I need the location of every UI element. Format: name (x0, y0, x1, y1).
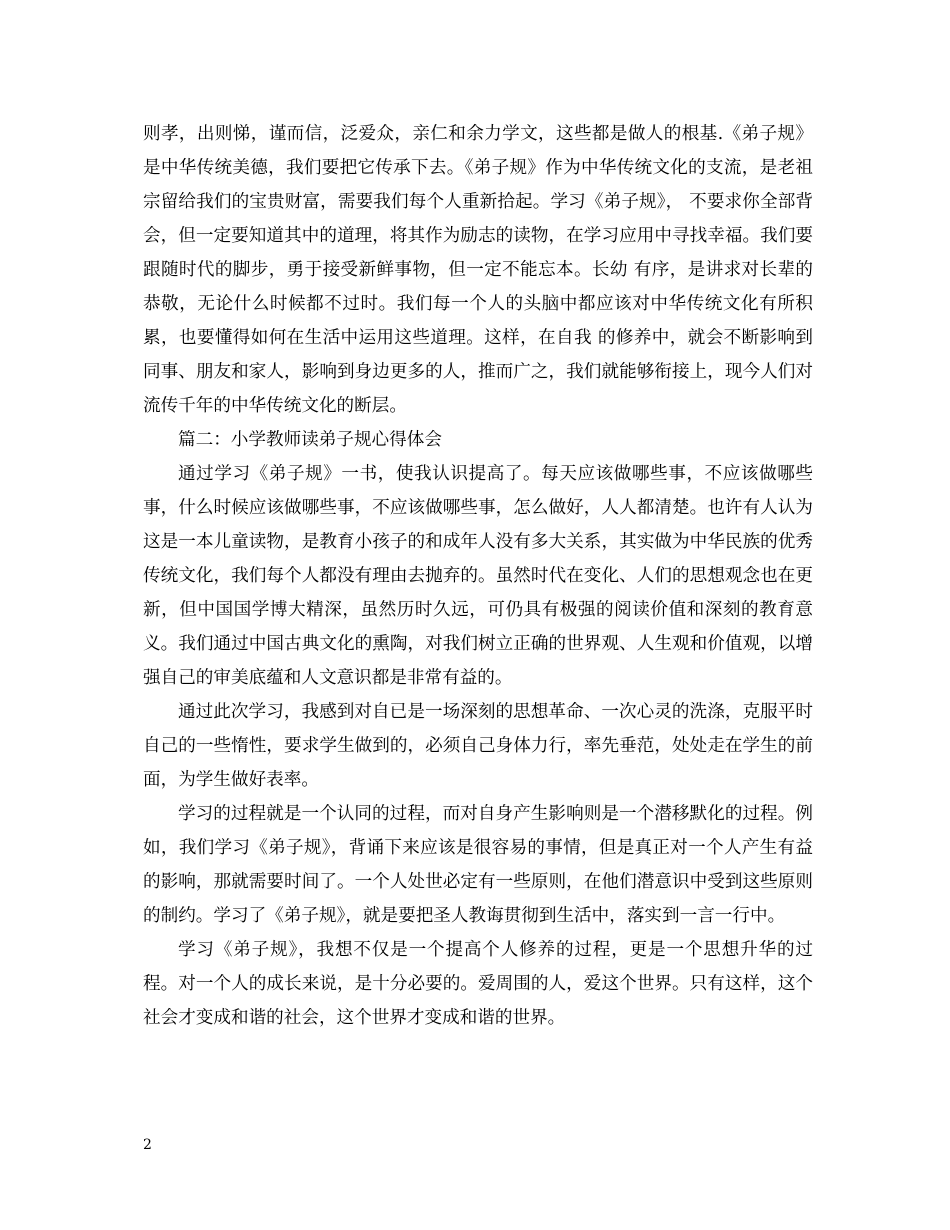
section-heading: 篇二：小学教师读弟子规心得体会 (178, 430, 442, 450)
paragraph-3: 通过学习《弟子规》一书，使我认识提高了。每天应该做哪些事，不应该做哪些事，什么时候应该做哪些事，不应该做哪些事，怎么做好，人人都清楚。也许有人认为这是一本儿童读物，是教育小孩子的和成年人没有多大关系，其实做为中华民族的优秀传统文化，我们每个人都没有理由去抛弃的。虽然时代在变化、人们的思想观念也在更新，但中国国学博大精深，虽然历时久远，可仍具有极强的阅读价值和深刻的教育意义。我们通过中国古典文化的熏陶，对我们树立正确的世界观、人生观和价值观，以增强自己的审美底蕴和人文意识都是非常有益的。 (143, 464, 813, 688)
paragraph-6: 学习《弟子规》，我想不仅是一个提高个人修养的过程，更是一个思想升华的过程。对一个人的成长来说，是十分必要的。爱周围的人，爱这个世界。只有这样，这个社会才变成和谐的社会，这个世界才变成和谐的世界。 (143, 940, 813, 1028)
page-number: 2 (143, 1137, 152, 1153)
paragraph-1: 则孝，出则悌，谨而信，泛爱众，亲仁和余力学文，这些都是做人的根基.《弟子规》是中华传统美德，我们要把它传承下去。《弟子规》作为中华传统文化的支流，是老祖宗留给我们的宝贵财富，需要我们每个人重新拾起。学习《弟子规》， 不要求你全部背会，但一定要知道其中的道理，将其作为励志的读物，在学习应用中寻找幸福。我们要跟随时代的脚步，勇于接受新鲜事物，但一定不能忘本。长幼 有序，是讲求对长辈的恭敬，无论什么时候都不过时。我们每一个人的头脑中都应该对中华传统文化有所积累，也要懂得如何在生活中运用这些道理。这样，在自我 的修养中，就会不断影响到同事、朋友和家人，影响到身边更多的人，推而广之，我们就能够衔接上，现今人们对流传千年的中华传统文化的断层。 (143, 124, 813, 416)
paragraph-5: 学习的过程就是一个认同的过程，而对自身产生影响则是一个潜移默化的过程。例如，我们学习《弟子规》，背诵下来应该是很容易的事情，但是真正对一个人产生有益的影响，那就需要时间了。一个人处世必定有一些原则，在他们潜意识中受到这些原则的制约。学习了《弟子规》，就是要把圣人教诲贯彻到生活中，落实到一言一行中。 (143, 804, 813, 926)
paragraph-4: 通过此次学习，我感到对自已是一场深刻的思想革命、一次心灵的洗涤，克服平时自己的一些惰性，要求学生做到的，必须自己身体力行，率先垂范，处处走在学生的前面，为学生做好表率。 (143, 702, 813, 790)
document-body (143, 117, 813, 1035)
